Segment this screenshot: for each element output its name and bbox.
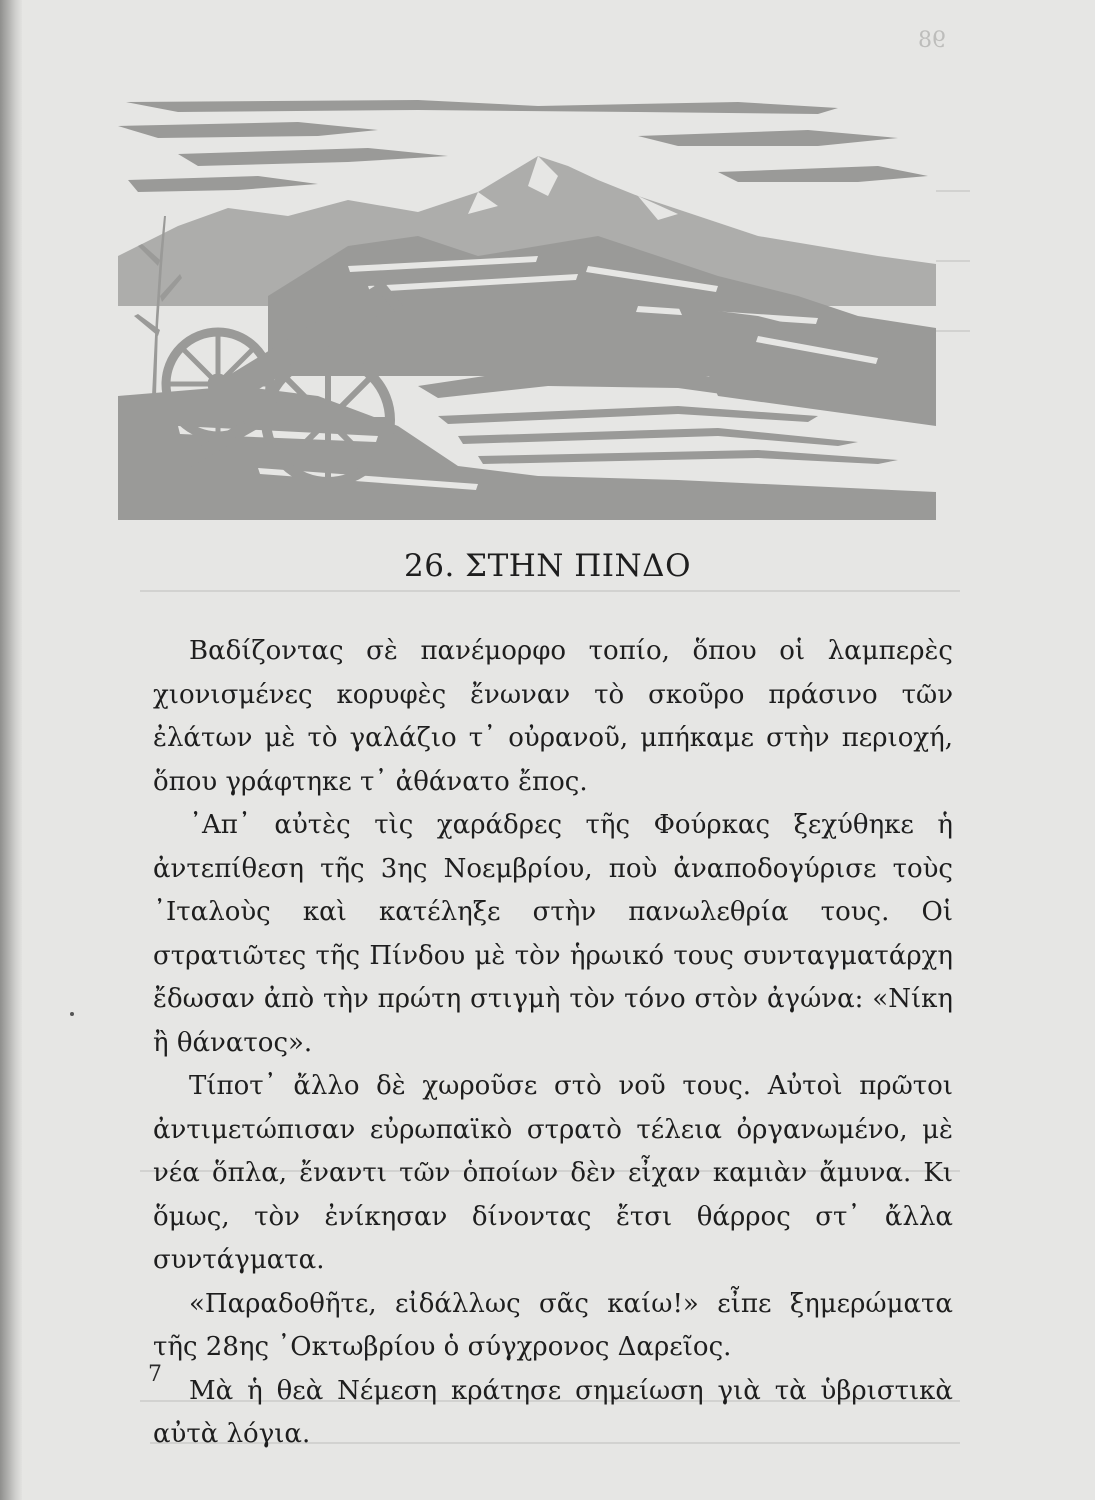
paragraph: Βαδίζοντας σὲ πανέμορφο τοπίο, ὅπου οἱ λαμπερὲς χιονισμένες κορυφὲς ἔνωναν τὸ σκοῦρο πράσινο τῶν ἐλάτων μὲ τὸ γαλάζιο τ᾽ οὐρανοῦ, μπήκαμε στὴν περιοχή, ὅπου γράφτηκε τ᾽ ἀθάνατο ἔπος.	[153, 636, 953, 797]
ink-speck	[70, 1012, 74, 1016]
paragraph: Μὰ ἡ θεὰ Νέμεση κράτησε σημείωση γιὰ τὰ ὑβριστικὰ αὐτὰ λόγια.	[153, 1375, 953, 1449]
mountain-cannon-illustration	[118, 96, 936, 520]
paragraph: ᾽Απ᾽ αὐτὲς τὶς χαράδρες τῆς Φούρκας ξεχύθηκε ἡ ἀντεπίθεση τῆς 3ης Νοεμβρίου, ποὺ ἀναποδογύρισε τοὺς ᾽Ιταλοὺς καὶ κατέληξε στὴν πανωλεθρία τους. Οἱ στρατιῶτες τῆς Πίνδου μὲ τὸν ἡρωικό τους συνταγματάρχη ἔδωσαν ἀπὸ τὴν πρώτη στιγμὴ τὸν τόνο στὸν ἀγώνα: «Νίκη ἢ θάνατος».	[153, 810, 953, 1058]
paragraph: «Παραδοθῆτε, εἰδάλλως σᾶς καίω!» εἶπε ξημερώματα τῆς 28ης ᾽Οκτωβρίου ὁ σύγχρονος Δαρεῖος.	[153, 1288, 953, 1362]
ghost-line	[140, 590, 960, 592]
paragraph: Τίποτ᾽ ἄλλο δὲ χωροῦσε στὸ νοῦ τους. Αὐτοὶ πρῶτοι ἀντιμετώπισαν εὐρωπαϊκὸ στρατὸ τέλεια ὀργανωμένο, μὲ νέα ὅπλα, ἔναντι τῶν ὁποίων δὲν εἶχαν καμιὰν ἄμυνα. Κι ὅμως, τὸν ἐνίκησαν δίνοντας ἔτσι θάρρος στ᾽ ἄλλα συντάγματα.	[153, 1071, 953, 1275]
ghost-page-number: 98	[918, 28, 946, 53]
chapter-title: 26. ΣΤΗΝ ΠΙΝΔΟ	[404, 548, 691, 584]
body-text	[153, 630, 953, 1457]
signature-mark: 7	[148, 1362, 162, 1387]
page-binding-shadow	[0, 0, 22, 1500]
